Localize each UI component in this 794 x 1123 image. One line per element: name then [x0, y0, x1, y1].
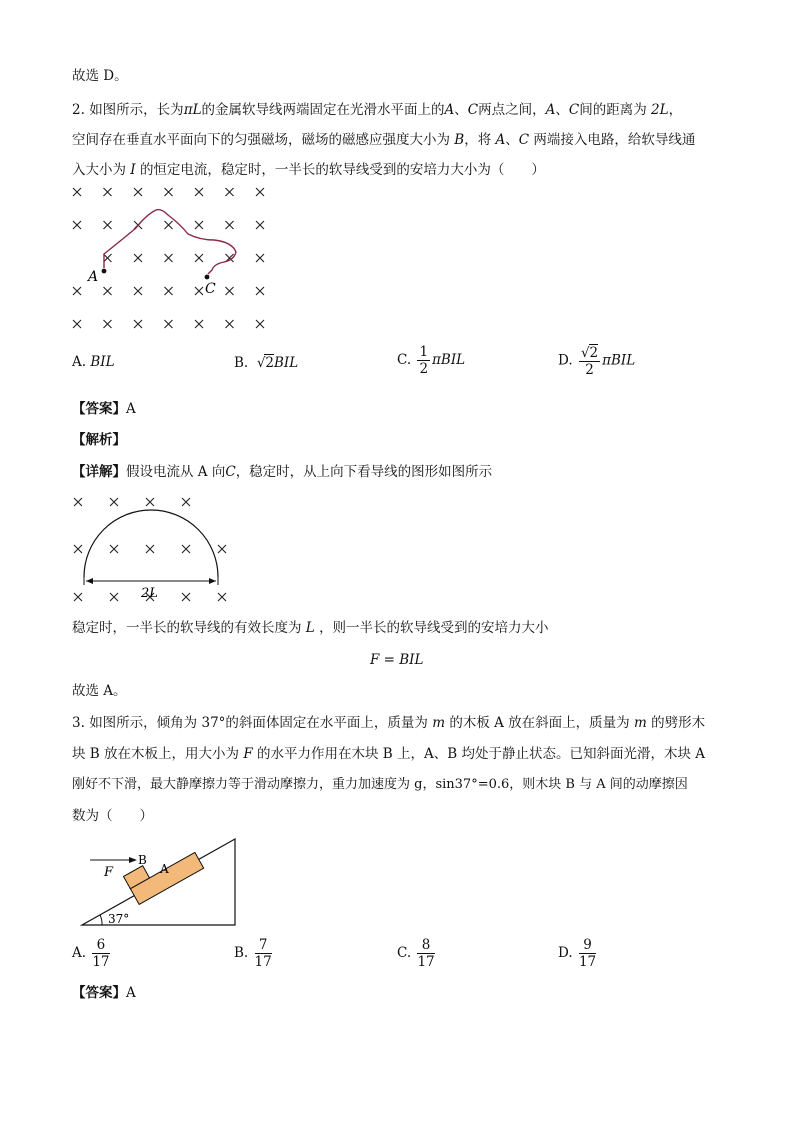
point-c-dot [205, 275, 210, 280]
field-cross [110, 545, 118, 553]
field-cross [165, 188, 173, 196]
field-cross [226, 320, 234, 328]
field-cross [226, 221, 234, 229]
field-cross [73, 221, 81, 229]
field-cross [110, 593, 118, 601]
field-cross [182, 498, 190, 506]
field-cross [218, 593, 226, 601]
field-cross [165, 320, 173, 328]
field-cross [146, 545, 154, 553]
q2-line-2: 空间存在垂直水平面向下的匀强磁场，磁场的磁感应强度大小为 B，将 A、C 两端接入电路，给软导线通 [72, 132, 696, 148]
point-a-dot [102, 269, 107, 274]
q3-line-3: 刚好不下滑，最大静摩擦力等于滑动摩擦力，重力加速度为 g，sin37°=0.6，则木块 B 与 A 间的动摩擦因 [72, 777, 688, 792]
field-cross [134, 320, 142, 328]
point-c-label: C [205, 281, 216, 297]
q3-option-a: A. $\frac{6}{17}$ [72, 937, 110, 970]
field-cross [104, 287, 112, 295]
field-cross [146, 498, 154, 506]
field-cross [165, 254, 173, 262]
field-cross [74, 593, 82, 601]
field-cross [165, 287, 173, 295]
field-cross [256, 221, 264, 229]
q2-option-d: D. $\frac{√2}{2}$ πBIL [558, 345, 636, 378]
semicircle-wire [84, 510, 218, 577]
q2-field-figure [64, 180, 284, 340]
field-cross [182, 545, 190, 553]
q3-incline-figure [80, 835, 245, 930]
q2-detail: 【详解】假设电流从 A 向C，稳定时，从上向下看导线的图形如图所示 [72, 464, 493, 480]
arrow-head-left [86, 578, 93, 584]
angle-arc [100, 915, 102, 925]
field-cross [195, 221, 203, 229]
q2-line-1: 2. 如图所示，长为πL的金属软导线两端固定在光滑水平面上的A、C两点之间，A、C间的距离为 2L， [72, 102, 683, 118]
force-label: F [104, 865, 114, 880]
q2-formula: F = BIL [370, 652, 424, 668]
field-cross [104, 188, 112, 196]
field-cross [73, 287, 81, 295]
q3-option-d: D. $\frac{9}{17}$ [558, 937, 597, 970]
q3-option-c: C. $\frac{8}{17}$ [397, 937, 435, 970]
q2-conclusion: 故选 A。 [72, 683, 127, 699]
q2-line-3: 入大小为 I 的恒定电流，稳定时，一半长的软导线受到的安培力大小为（ ） [72, 162, 545, 178]
field-cross [104, 320, 112, 328]
field-cross [226, 188, 234, 196]
q3-option-b: B. $\frac{7}{17}$ [234, 937, 272, 970]
q3-line-2: 块 B 放在木板上，用大小为 F 的水平力作用在木块 B 上，A、B 均处于静止状态。已知斜面光滑，木块 A [72, 746, 705, 762]
soft-wire [104, 210, 236, 274]
q2-option-b: B. √2BIL [234, 355, 299, 371]
q2-analysis-tag: 【解析】 [72, 432, 126, 448]
board-a-label: A [160, 862, 169, 876]
q2-answer: 【答案】A [72, 401, 136, 417]
field-cross [134, 188, 142, 196]
length-label: 2L [141, 586, 158, 601]
field-cross [195, 320, 203, 328]
field-cross [256, 254, 264, 262]
q3-answer: 【答案】A [72, 985, 136, 1001]
field-cross [195, 188, 203, 196]
field-cross [134, 254, 142, 262]
block-b-label: B [138, 853, 147, 867]
field-cross [226, 287, 234, 295]
point-a-label: A [88, 269, 99, 285]
arrow-head-right [209, 578, 216, 584]
force-arrow-head [129, 857, 137, 863]
angle-label: 37° [108, 912, 130, 926]
field-cross [110, 498, 118, 506]
field-cross [134, 287, 142, 295]
field-cross [73, 188, 81, 196]
q1-conclusion: 故选 D。 [72, 68, 128, 84]
field-cross [104, 221, 112, 229]
field-cross [195, 287, 203, 295]
field-cross [256, 188, 264, 196]
q2-steady-text: 稳定时，一半长的软导线的有效长度为 L ，则一半长的软导线受到的安培力大小 [72, 620, 549, 636]
q2-option-c: C. $\frac{1}{2}$ πBIL [397, 344, 466, 377]
field-cross [256, 320, 264, 328]
field-cross [195, 254, 203, 262]
field-cross [218, 545, 226, 553]
field-cross [165, 221, 173, 229]
q3-line-4: 数为（ ） [72, 808, 153, 824]
field-cross [73, 320, 81, 328]
field-cross-marks [73, 188, 264, 328]
q3-line-1: 3. 如图所示，倾角为 37°的斜面体固定在水平面上，质量为 m 的木板 A 放在斜面上，质量为 m 的劈形木 [72, 715, 706, 731]
q2-option-a: A. BIL [72, 354, 115, 370]
field-cross [182, 593, 190, 601]
field-cross [74, 498, 82, 506]
q2-semicircle-figure [66, 490, 242, 608]
field-cross [74, 545, 82, 553]
field-cross [256, 287, 264, 295]
